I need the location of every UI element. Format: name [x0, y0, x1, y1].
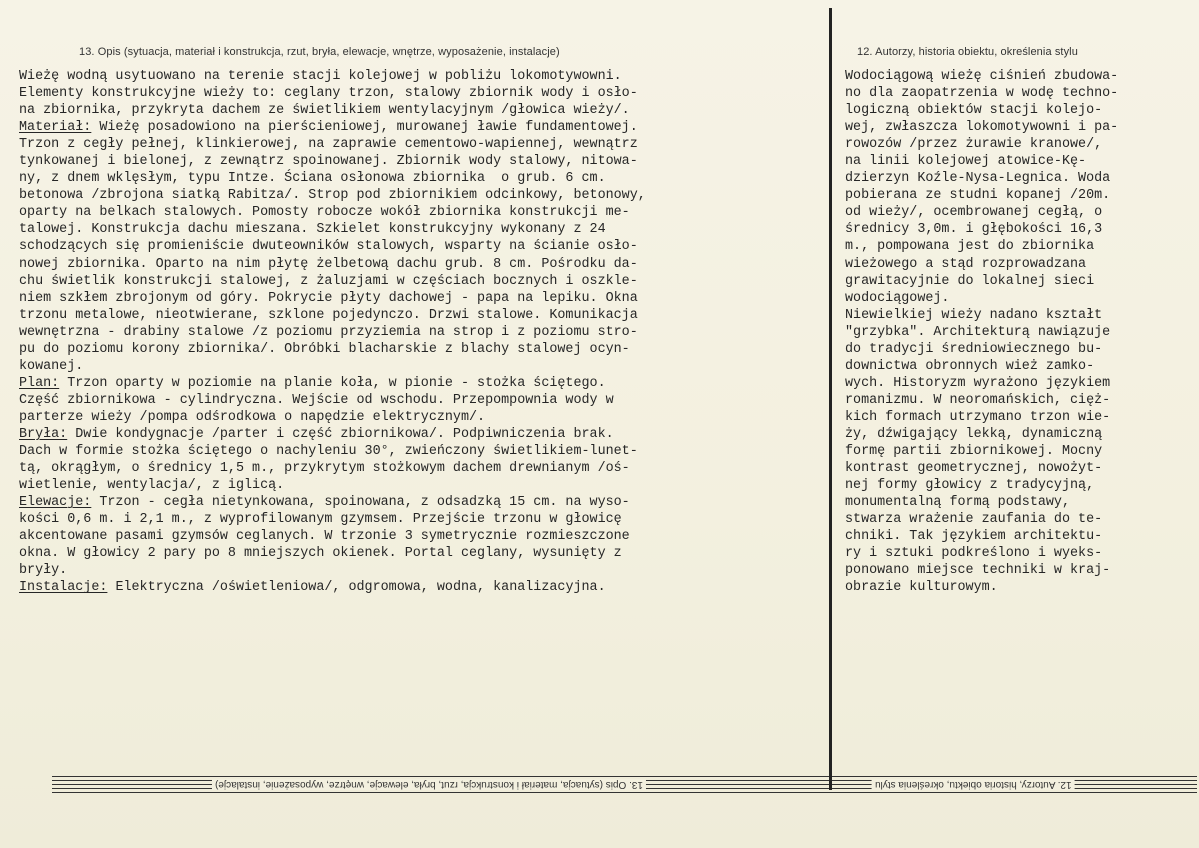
history-line: downictwa obronnych wież zamko- — [845, 358, 1095, 374]
history-line: do tradycji średniowiecznego bu- — [845, 341, 1103, 357]
description-text — [19, 68, 646, 596]
description-line: Bryła: Dwie kondygnacje /parter i część zbiornikowa/. Podpiwniczenia brak. — [19, 426, 614, 442]
form-footer-strip — [52, 770, 1197, 800]
history-line: na linii kolejowej atowice-Kę- — [845, 154, 1087, 170]
history-text — [845, 68, 1118, 596]
history-line: kontrast geometrycznej, nowożyt- — [845, 461, 1103, 477]
history-line: wieżowego a stąd rozprowadzana — [845, 256, 1087, 272]
history-line: stwarza wrażenie zaufania do te- — [845, 512, 1103, 528]
history-line: wodociągowej. — [845, 290, 950, 306]
section-label: Instalacje: — [19, 580, 108, 596]
section-12-header: 12. Autorzy, historia obiektu, określenia stylu — [857, 46, 1078, 58]
history-line: dzierzyn Koźle-Nysa-Legnica. Woda — [845, 171, 1111, 187]
description-line: wewnętrzna - drabiny stalowe /z poziomu przyziemia na strop i z poziomu stro- — [19, 324, 638, 340]
description-line: betonowa /zbrojona siatką Rabitza/. Strop pod zbiornikiem odcinkowy, betonowy, — [19, 188, 646, 204]
section-label: Materiał: — [19, 120, 92, 136]
history-line: "grzybka". Architekturą nawiązuje — [845, 324, 1111, 340]
history-line: wych. Historyzm wyrażono językiem — [845, 375, 1111, 391]
description-line: nowej zbiornika. Oparto na nim płytę żelbetową dachu grub. 8 cm. Pośrodku da- — [19, 256, 638, 272]
history-line: średnicy 3,0m. i głębokości 16,3 — [845, 222, 1103, 238]
description-line: niem szkłem zbrojonym od góry. Pokrycie płyty dachowej - papa na lepiku. Okna — [19, 290, 638, 306]
history-line: formę partii zbiornikowej. Mocny — [845, 444, 1103, 460]
footer-mirrored-section-12: 12. Autorzy, historia obiektu, określenia stylu — [872, 779, 1075, 790]
description-line: wietlenie, wentylacja/, z iglicą. — [19, 478, 285, 494]
history-line: rowozów /przez żurawie kranowe/, — [845, 137, 1103, 153]
history-line: grawitacyjnie do lokalnej sieci — [845, 273, 1095, 289]
description-line: Elewacje: Trzon - cegła nietynkowana, spoinowana, z odsadzką 15 cm. na wyso- — [19, 495, 630, 511]
description-line: Plan: Trzon oparty w poziomie na planie koła, w pionie - stożka ściętego. — [19, 375, 606, 391]
description-line: pu do poziomu korony zbiornika/. Obróbki blacharskie z blachy stalowej ocyn- — [19, 341, 630, 357]
description-line: ny, z dnem wklęsłym, typu Intze. Ściana osłonowa zbiornika o grub. 6 cm. — [19, 171, 606, 187]
description-line: Instalacje: Elektryczna /oświetleniowa/, odgromowa, wodna, kanalizacyjna. — [19, 580, 606, 596]
description-line: Elementy konstrukcyjne wieży to: ceglany trzon, stalowy zbiornik wody i osło- — [19, 86, 638, 102]
description-line: trzonu metalowe, nieotwierane, szklone pojedynczo. Drzwi stalowe. Komunikacja — [19, 307, 638, 323]
footer-mirrored-section-13: 13. Opis (sytuacja, materiał i konstrukcja, rzut, bryła, elewacje, wnętrze, wyposażenie, instalacje) — [212, 779, 646, 790]
description-line: chu świetlik konstrukcji stalowej, z żaluzjami w częściach bocznych i oszkle- — [19, 273, 638, 289]
section-label: Plan: — [19, 375, 60, 391]
section-label: Bryła: — [19, 426, 68, 442]
history-line: od wieży/, ocembrowanej cegłą, o — [845, 205, 1103, 221]
history-line: nej formy głowicy z tradycyjną, — [845, 478, 1095, 494]
history-line: monumentalną formą podstawy, — [845, 495, 1070, 511]
section-13-header: 13. Opis (sytuacja, materiał i konstrukcja, rzut, bryła, elewacje, wnętrze, wyposażenie, instalacje) — [79, 46, 560, 58]
column-divider — [829, 8, 832, 790]
history-line: romanizmu. W neoromańskich, cięż- — [845, 392, 1111, 408]
description-line: Trzon z cegły pełnej, klinkierowej, na zaprawie cementowo-wapiennej, wewnątrz — [19, 137, 638, 153]
history-line: wej, zwłaszcza lokomotywowni i pa- — [845, 120, 1119, 136]
description-line: kości 0,6 m. i 2,1 m., z wyprofilowanym gzymsem. Przejście trzonu w głowicę — [19, 512, 622, 528]
history-line: ży, dźwigający lekką, dynamiczną — [845, 426, 1103, 442]
description-line: na zbiornika, przykryta dachem ze świetlikiem wentylacyjnym /głowica wieży/. — [19, 103, 630, 119]
history-line: obrazie kulturowym. — [845, 580, 998, 596]
history-line: logiczną obiektów stacji kolejo- — [845, 103, 1103, 119]
history-line: m., pompowana jest do zbiornika — [845, 239, 1095, 255]
history-line: kich formach utrzymano trzon wie- — [845, 409, 1111, 425]
history-line: Wodociągową wieżę ciśnień zbudowa- — [845, 69, 1119, 84]
description-line: tynkowanej i bielonej, z zewnątrz spoinowanej. Zbiornik wody stalowy, nitowa- — [19, 154, 638, 170]
description-line: oparty na belkach stalowych. Pomosty robocze wokół zbiornika konstrukcji me- — [19, 205, 630, 221]
description-line: akcentowane pasami gzymsów ceglanych. W trzonie 3 symetrycznie rozmieszczone — [19, 529, 630, 545]
history-line: ry i sztuki podkreślono i wyeks- — [845, 546, 1103, 562]
description-line: Dach w formie stożka ściętego o nachyleniu 30°, zwieńczony świetlikiem-lunet- — [19, 444, 638, 460]
description-line: okna. W głowicy 2 pary po 8 mniejszych okienek. Portal ceglany, wysunięty z — [19, 546, 622, 562]
history-line: no dla zaopatrzenia w wodę techno- — [845, 86, 1119, 102]
description-line: Część zbiornikowa - cylindryczna. Wejście od wschodu. Przepompownia wody w — [19, 392, 614, 408]
history-line: chniki. Tak językiem architektu- — [845, 529, 1103, 545]
history-line: pobierana ze studni kopanej /20m. — [845, 188, 1111, 204]
description-line: talowej. Konstrukcja dachu mieszana. Szkielet konstrukcyjny wykonany z 24 — [19, 222, 606, 238]
description-line: kowanej. — [19, 358, 84, 374]
description-line: parterze wieży /pompa odśrodkowa o napędzie elektrycznym/. — [19, 409, 486, 425]
description-line: Wieżę wodną usytuowano na terenie stacji kolejowej w pobliżu lokomotywowni. — [19, 69, 622, 84]
description-line: Materiał: Wieżę posadowiono na pierścieniowej, murowanej ławie fundamentowej. — [19, 120, 638, 136]
description-line: bryły. — [19, 563, 68, 579]
footer-divider — [829, 770, 832, 790]
section-label: Elewacje: — [19, 495, 92, 511]
history-line: Niewielkiej wieży nadano kształt — [845, 307, 1103, 323]
history-line: ponowano miejsce techniki w kraj- — [845, 563, 1111, 579]
description-line: schodzących się promieniście dwuteowników stalowych, wsparty na ścianie osło- — [19, 239, 638, 255]
description-line: tą, okrągłym, o średnicy 1,5 m., przykrytym stożkowym dachem drewnianym /oś- — [19, 461, 630, 477]
